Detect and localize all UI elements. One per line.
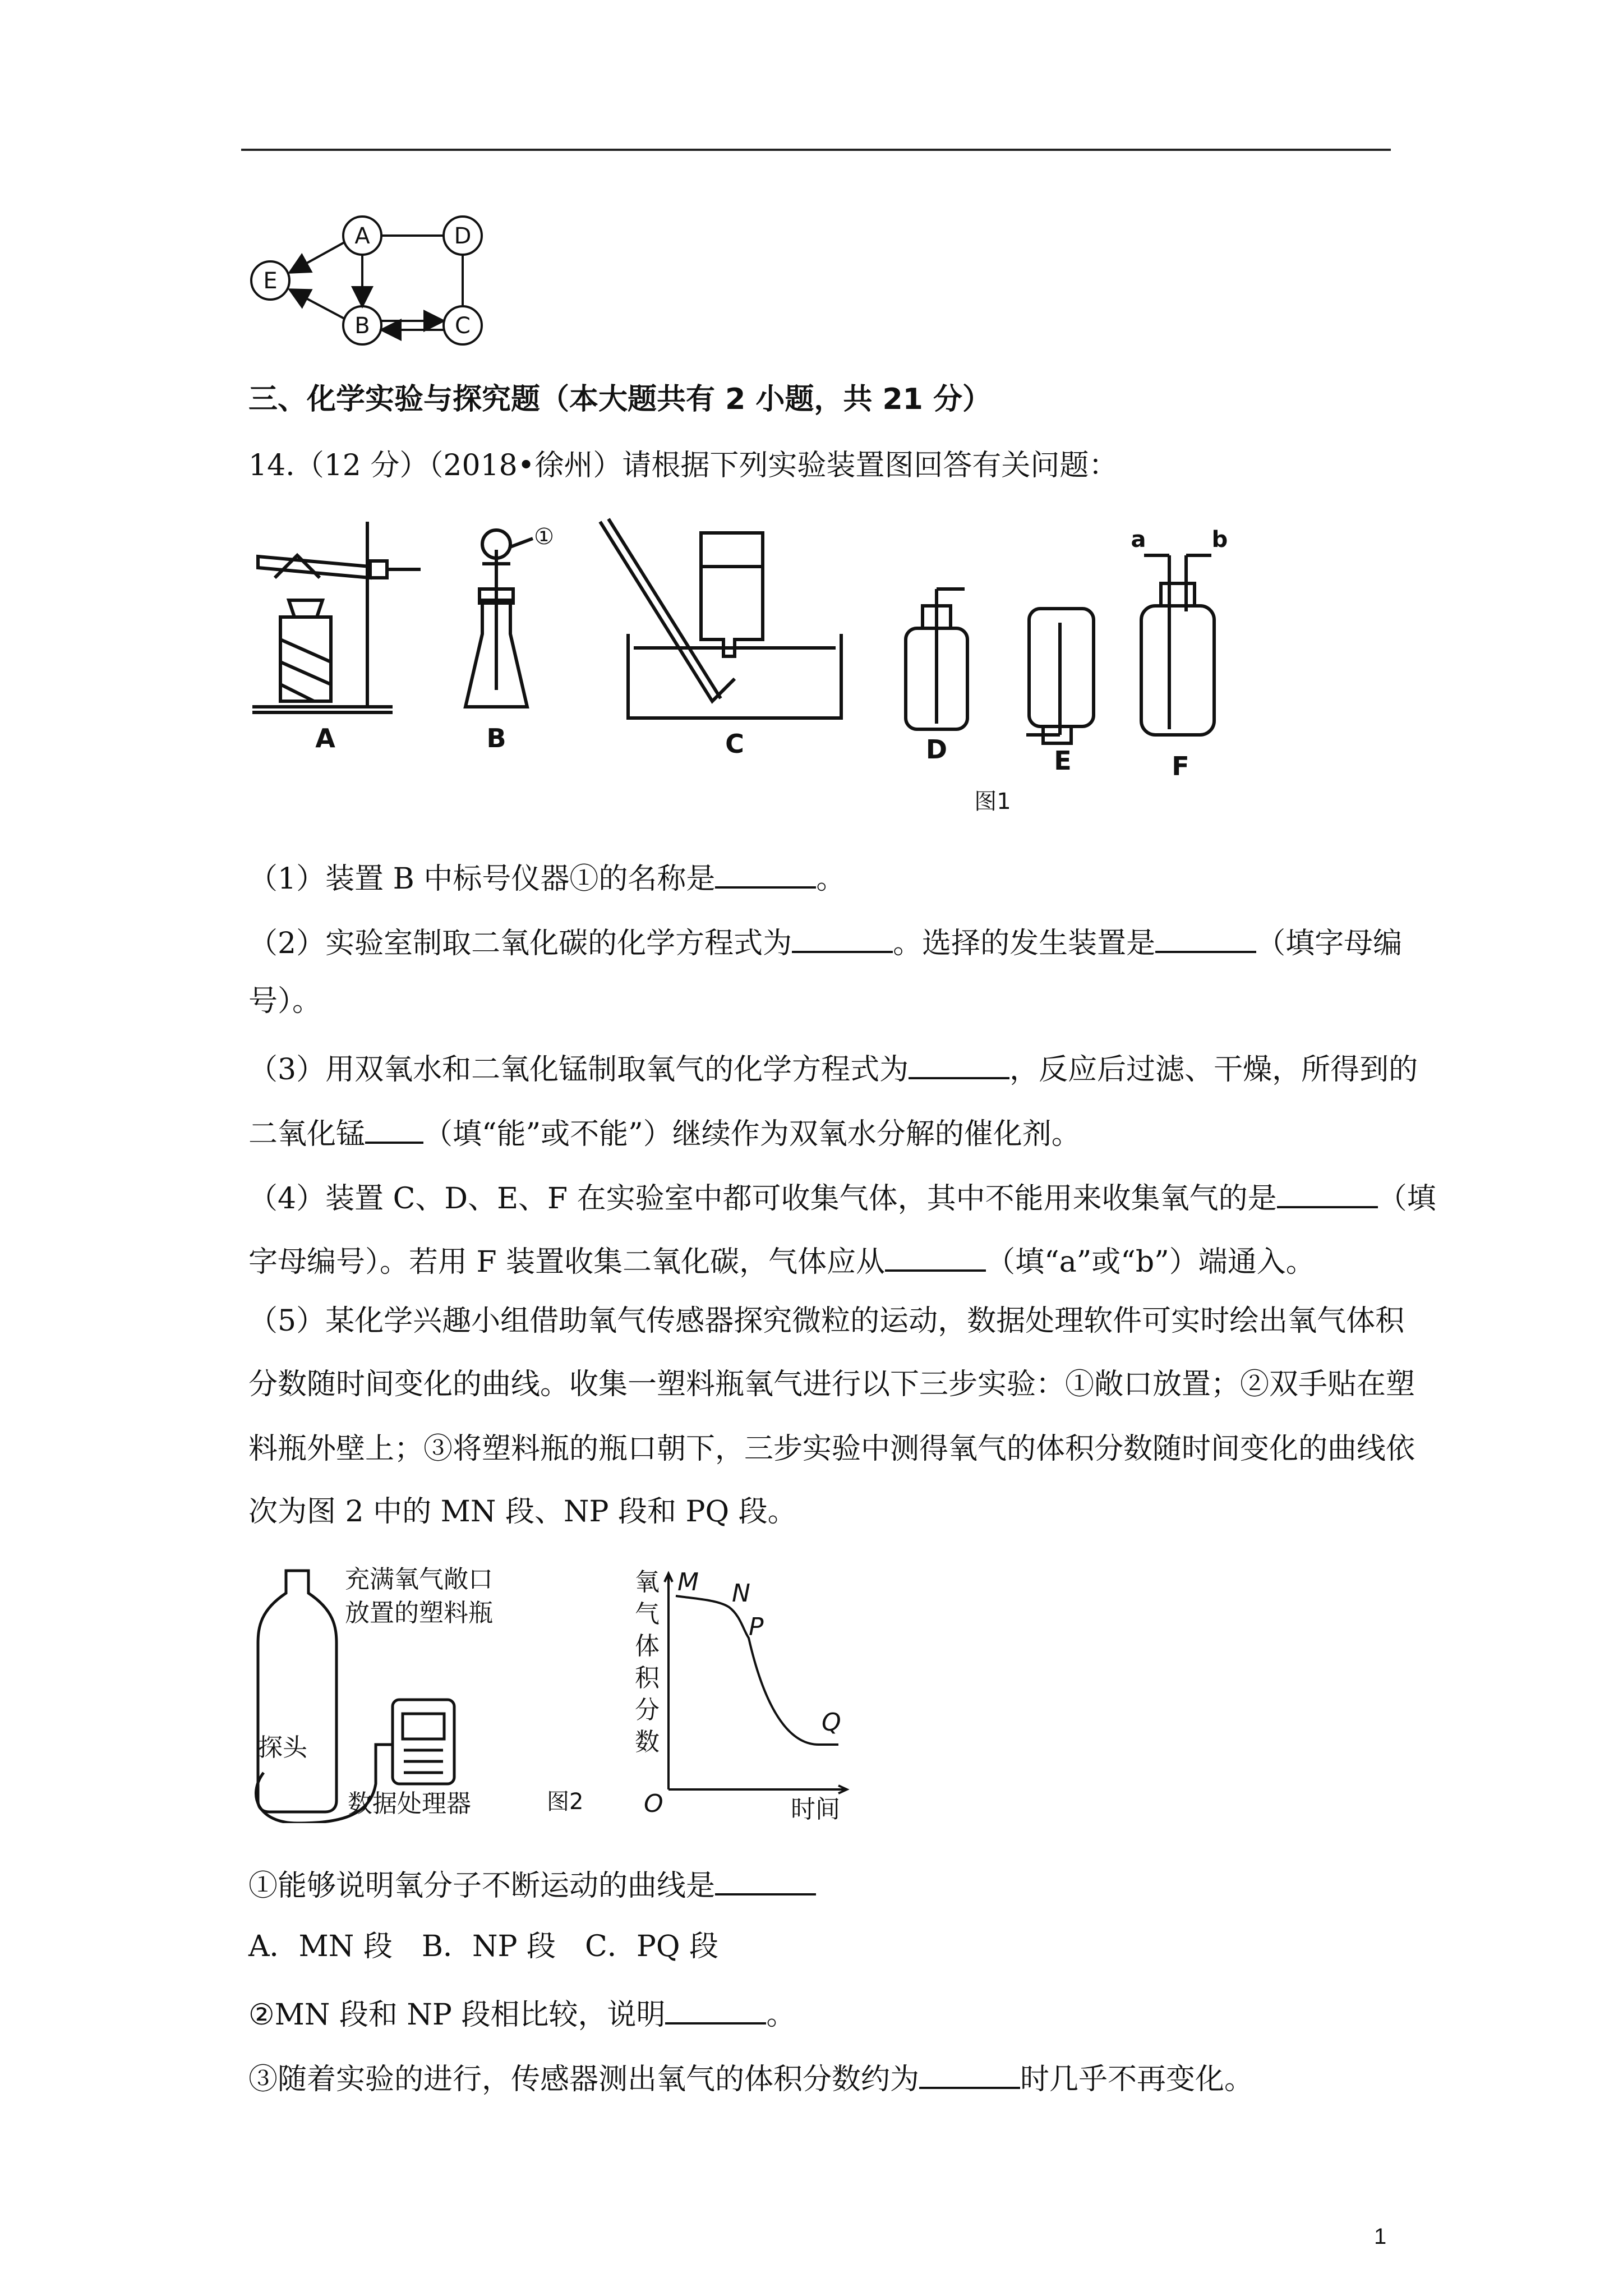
q14-part-5-line-2: 分数随时间变化的曲线。收集一塑料瓶氧气进行以下三步实验：①敞口放置；②双手贴在塑 xyxy=(248,1368,1415,1401)
answer-blank-3a[interactable] xyxy=(909,1049,1009,1079)
port-a-label: a xyxy=(1131,527,1146,553)
answer-blank-5b[interactable] xyxy=(665,1994,766,2024)
answer-blank-4b[interactable] xyxy=(885,1241,986,1272)
q14-part-2-line-2: 号）。 xyxy=(248,984,322,1018)
figure-2 xyxy=(236,1559,858,1823)
answer-blank-1[interactable] xyxy=(715,858,816,889)
port-b-label: b xyxy=(1211,527,1228,553)
q14-part-1: （1）装置 B 中标号仪器①的名称是 。 xyxy=(248,858,845,896)
point-p-label: P xyxy=(749,1613,764,1641)
apparatus-f-label: F xyxy=(1172,751,1189,781)
y-axis-label-0: 氧 xyxy=(635,1568,660,1596)
apparatus-c xyxy=(600,519,841,718)
apparatus-f xyxy=(1141,555,1214,735)
q14-sub-2: ②MN 段和 NP 段相比较，说明 。 xyxy=(248,1994,795,2032)
q14-options: A．MN 段 B．NP 段 C．PQ 段 xyxy=(248,1930,718,1963)
apparatus-c-label: C xyxy=(725,729,744,759)
header-rule xyxy=(241,149,1391,151)
q14-part-5-line-3: 料瓶外壁上；③将塑料瓶的瓶口朝下，三步实验中测得氧气的体积分数随时间变化的曲线依 xyxy=(248,1432,1415,1466)
y-axis-label-5: 数 xyxy=(635,1728,660,1756)
q14-sub-3: ③随着实验的进行，传感器测出氧气的体积分数约为 时几乎不再变化。 xyxy=(248,2059,1253,2096)
figure-1-caption: 图1 xyxy=(974,789,1011,815)
processor-label: 数据处理器 xyxy=(348,1789,471,1818)
node-c-label: C xyxy=(455,313,471,339)
point-n-label: N xyxy=(732,1579,750,1608)
relationship-diagram xyxy=(241,208,499,359)
answer-blank-5c[interactable] xyxy=(919,2059,1020,2089)
node-b-label: B xyxy=(354,313,370,339)
instrument-mark: ① xyxy=(534,524,554,550)
q14-sub-1: ①能够说明氧分子不断运动的曲线是 xyxy=(248,1865,816,1903)
bottle-label-line-2: 放置的塑料瓶 xyxy=(345,1599,493,1627)
plastic-bottle xyxy=(258,1571,336,1812)
answer-blank-4a[interactable] xyxy=(1277,1178,1378,1208)
figure-1-apparatus xyxy=(241,516,1324,819)
bottle-label-line-1: 充满氧气敞口 xyxy=(345,1565,493,1594)
apparatus-e-label: E xyxy=(1054,746,1072,776)
node-e-label: E xyxy=(263,268,278,294)
y-axis-label-3: 积 xyxy=(635,1664,660,1692)
apparatus-b-label: B xyxy=(486,723,506,753)
node-a-label: A xyxy=(354,223,370,249)
node-d-label: D xyxy=(454,223,472,249)
q14-intro: 14.（12 分）（2018•徐州）请根据下列实验装置图回答有关问题： xyxy=(248,449,1118,482)
answer-blank-2b[interactable] xyxy=(1155,923,1256,953)
y-axis-label-4: 分 xyxy=(635,1696,660,1724)
point-m-label: M xyxy=(677,1568,699,1596)
y-axis-label-2: 体 xyxy=(635,1632,660,1660)
q14-part-3-line-1: （3）用双氧水和二氧化锰制取氧气的化学方程式为 ，反应后过滤、干燥，所得到的 xyxy=(248,1049,1418,1087)
apparatus-d-label: D xyxy=(925,734,948,765)
edge-b-e xyxy=(292,291,344,319)
x-axis-label: 时间 xyxy=(791,1795,840,1823)
origin-label: O xyxy=(644,1789,663,1818)
q14-part-5-line-4: 次为图 2 中的 MN 段、NP 段和 PQ 段。 xyxy=(248,1495,797,1529)
q14-part-4-line-1: （4）装置 C、D、E、F 在实验室中都可收集气体，其中不能用来收集氧气的是 （填 xyxy=(248,1178,1436,1216)
edge-a-e xyxy=(292,242,344,272)
q14-part-5-line-1: （5）某化学兴趣小组借助氧气传感器探究微粒的运动，数据处理软件可实时绘出氧气体积 xyxy=(248,1304,1405,1338)
point-q-label: Q xyxy=(822,1708,841,1737)
page-number: 1 xyxy=(1374,2224,1387,2249)
apparatus-e xyxy=(1026,609,1094,743)
q14-part-3-line-2: 二氧化锰 （填“能”或不能”）继续作为双氧水分解的催化剂。 xyxy=(248,1114,1081,1151)
apparatus-a xyxy=(252,522,421,712)
figure-2-caption: 图2 xyxy=(547,1789,584,1815)
apparatus-a-label: A xyxy=(315,723,335,753)
apparatus-b xyxy=(465,530,533,707)
probe-label: 探头 xyxy=(258,1733,307,1762)
q14-part-4-line-2: 字母编号）。若用 F 装置收集二氧化碳，气体应从 （填“a”或“b”）端通入。 xyxy=(248,1241,1315,1279)
section-3-heading: 三、化学实验与探究题（本大题共有 2 小题，共 21 分） xyxy=(248,383,992,416)
answer-blank-2a[interactable] xyxy=(792,923,893,953)
q14-part-2-line-1: （2）实验室制取二氧化碳的化学方程式为 。选择的发生装置是 （填字母编 xyxy=(248,923,1402,960)
apparatus-d xyxy=(906,589,967,729)
answer-blank-3b[interactable] xyxy=(365,1114,423,1144)
y-axis-label-1: 气 xyxy=(635,1600,660,1628)
answer-blank-5a[interactable] xyxy=(715,1865,816,1895)
